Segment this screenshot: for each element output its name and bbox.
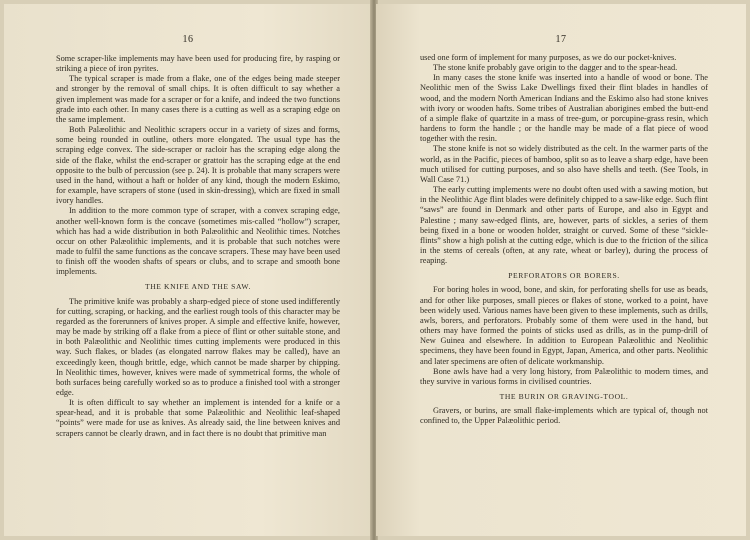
paragraph: The stone knife is not so widely distributed as the celt. In the warmer parts of the world, as in the Pacific, pieces of bamboo, split so as to leave a sharp edge, have been much utilised for cutting purposes, and so also have shells and teeth. (See Tools, in Wall Case 71.)	[420, 144, 708, 184]
paragraph: Both Palæolithic and Neolithic scrapers occur in a variety of sizes and forms, some being rounded in outline, others more elongated. The usual type has the scraping edge convex. The side-scraper or racloir has the scraping edge along the side of the flake, whilst the end-scraper or grattoir has the scraping edge at the end opposite to the bulb of percussion (see p. 24). It is probable that many scrapers were used in the hand, without a haft or holder of any kind, though the modern Eskimo, for example, have scrapers of stone (used in skin-dressing), which are fixed in small ivory handles.	[56, 125, 340, 206]
left-page-body	[56, 54, 340, 439]
right-page-body	[420, 53, 708, 426]
paragraph: Some scraper-like implements may have been used for producing fire, by rasping or striking a piece of iron pyrites.	[56, 54, 340, 74]
right-page	[376, 4, 746, 536]
section-heading: THE KNIFE AND THE SAW.	[144, 282, 252, 292]
paragraph: The early cutting implements were no doubt often used with a sawing motion, but in the Neolithic Age flint blades were definitely chipped to a saw-like edge. Such flint “saws” are found in Denmark and other parts of Europe, and also in Egypt and Palestine ; many saw-edged flints, are, however, parts of sickles, a series of them being fixed in a bone or wooden holder, straight or curved. Some of these “sickle-flints” show a high polish at the cutting edge, which is due to the friction of the silica in the stems of cereals (often, at any rate, wheat or barley), during the process of reaping.	[420, 185, 708, 266]
left-page	[4, 4, 372, 536]
section-heading: THE BURIN OR GRAVING-TOOL.	[499, 392, 629, 401]
paragraph: The typical scraper is made from a flake, one of the edges being made steeper and stronger by the removal of small chips. It is often difficult to say whether a given implement was made for a scraper or for a knife, and indeed the two functions grade into each other. In many cases there is a cutting as well as a scraping edge on the same implement.	[56, 74, 340, 124]
paragraph: used one form of implement for many purposes, as we do our pocket-knives.	[420, 53, 677, 62]
paragraph: Gravers, or burins, are small flake-implements which are typical of, though not confined to, the Upper Palæolithic period.	[420, 406, 708, 426]
paragraph: It is often difficult to say whether an implement is intended for a knife or a spear-head, and it is probable that some Palæolithic and Neolithic leaf-shaped “points” were made for use as knives. As already said, the line between knives and scrapers cannot be clearly drawn, and in fact there is no doubt that primitive man	[56, 398, 340, 438]
paragraph: In addition to the more common type of scraper, with a convex scraping edge, another well-known form is the concave (sometimes mis-called “hollow”) scraper, which has had a wide distribution in both Palæolithic and Neolithic times. Notches occur on other Palæolithic implements, and it is probable that such notches were made to fulfil the same functions as the concave scrapers. These may have been used to finish off the wooden shafts of spears or clubs, and to scrape and smooth bone implements.	[56, 206, 340, 277]
paragraph: For boring holes in wood, bone, and skin, for perforating shells for use as beads, and for other like purposes, small pieces or flakes of stone, worked to a point, have been widely used. Various names have been given to these implements, such as drills, awls, borers, and perforators. Probably some of them were used in the hand, but others may have formed the points of sticks used as drills, as in the pump-drill of New Guinea and elsewhere. In addition to European Palæolithic and Neolithic specimens, they have been found in Egypt, Japan, America, and other parts. Neolithic and later specimens are often of delicate workmanship.	[420, 285, 708, 366]
section-heading: PERFORATORS OR BORERS.	[508, 271, 620, 281]
paragraph: Bone awls have had a very long history, from Palæolithic to modern times, and they survive in various forms in civilised countries.	[420, 366, 708, 386]
paragraph: The stone knife probably gave origin to the dagger and to the spear-head.	[433, 63, 678, 73]
page-number: 16	[182, 34, 194, 45]
paragraph: In many cases the stone knife was inserted into a handle of wood or bone. The Neolithic men of the Swiss Lake Dwellings fixed their flint blades in handles of wood, and the modern North American Indians and the Eskimo also had stone knives with ivory or wooden hafts. Some tribes of Australian aborigines embed the butt-end of a simple flake of quartzite in a mass of tree-gum, or porcupine-grass resin, which hardens to form the handle ; or the handle may be made of a flat piece of wood together with the resin.	[420, 73, 708, 144]
page-number: 17	[555, 34, 567, 45]
paragraph: The primitive knife was probably a sharp-edged piece of stone used indifferently for cutting, scraping, or hacking, and the earliest rough tools of this character may be regarded as the forerunners of knives proper. A simple and effective knife, however, may be made by striking off a flake from a piece of flint or other suitable stone, and in both Palæolithic and Neolithic times cutting implements were produced in this way. Such flakes, or blades (as elongated narrow flakes may be called), have an exceedingly keen, though brittle, edge, which cannot be made sharper by chipping. In Neolithic times, however, knives were made of symmetrical forms, the whole of both surfaces being carefully worked so as to produce a finished tool with a stronger edge.	[56, 296, 340, 397]
